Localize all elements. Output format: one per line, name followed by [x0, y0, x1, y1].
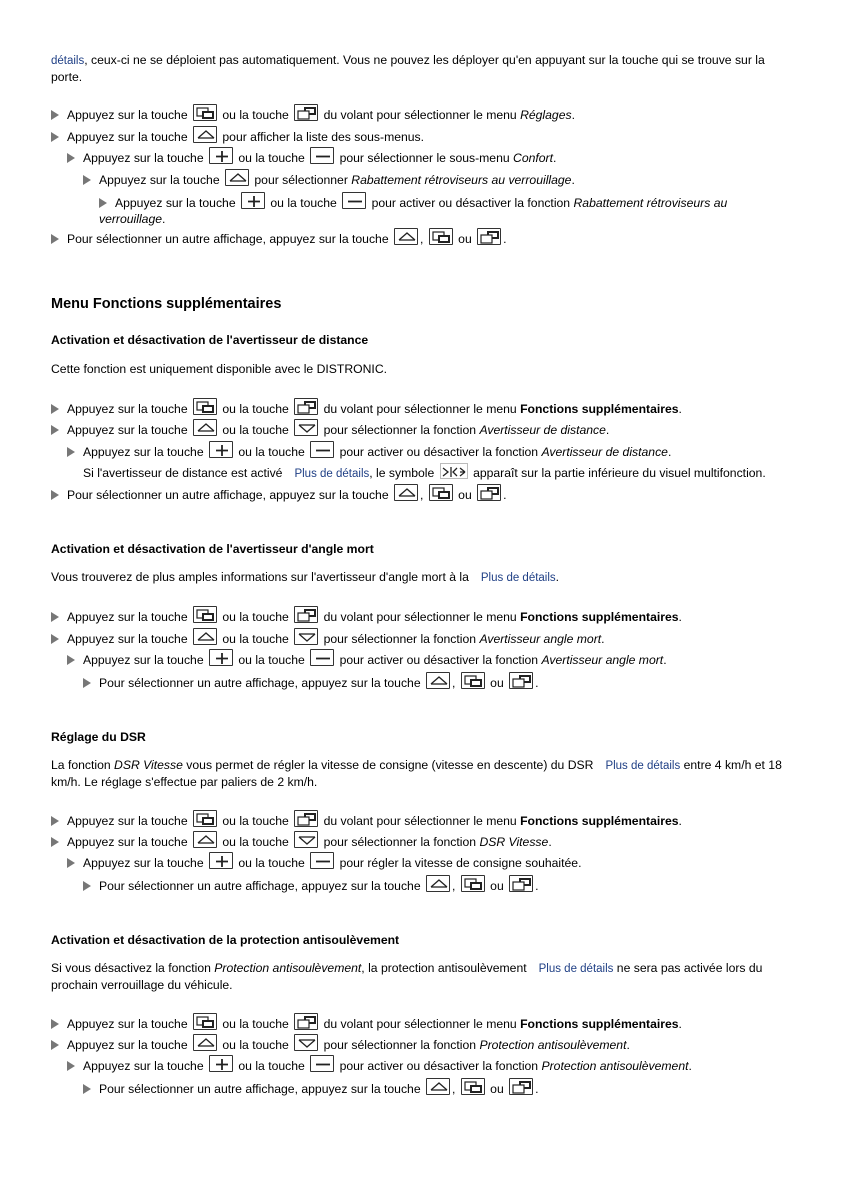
up-key-icon: [193, 126, 217, 143]
page-up-key-icon: [294, 398, 318, 415]
bullet-arrow-icon: [51, 1040, 59, 1050]
page-up-key-icon: [294, 1013, 318, 1030]
page-down-key-icon: [429, 484, 453, 501]
plus-key-icon: [241, 192, 265, 209]
step-select-dsr: Appuyez sur la touche ou la touche pour sélectionner la fonction DSR Vitesse.: [51, 831, 552, 853]
up-key-icon: [426, 672, 450, 689]
step-set-dsr: Appuyez sur la touche ou la touche pour régler la vitesse de consigne souhaitée.: [67, 852, 581, 874]
plus-key-icon: [209, 1055, 233, 1072]
page-down-key-icon: [193, 1013, 217, 1030]
step-toggle-distance: Appuyez sur la touche ou la touche pour activer ou désactiver la fonction Avertisseur de distance.: [67, 441, 671, 463]
step-rabattement-toggle: Appuyez sur la touche ou la touche pour activer ou désactiver la fonction Rabattement rétroviseurs au verrouillage.: [99, 192, 789, 227]
step-select-reglages: Appuyez sur la touche ou la touche du volant pour sélectionner le menu Réglages.: [51, 104, 575, 126]
step-sous-menus: Appuyez sur la touche pour afficher la liste des sous-menus.: [51, 126, 424, 148]
page-down-key-icon: [461, 1078, 485, 1095]
distance-warning-symbol-icon: [440, 463, 468, 479]
angle-paragraph: Vous trouverez de plus amples informations sur l'avertisseur d'angle mort à la Plus de détails.: [51, 570, 560, 584]
page-up-key-icon: [477, 228, 501, 245]
step-select-fonctions: Appuyez sur la touche ou la touche du volant pour sélectionner le menu Fonctions supplémentaires.: [51, 810, 682, 832]
step-rabattement: Appuyez sur la touche pour sélectionner Rabattement rétroviseurs au verrouillage.: [83, 169, 575, 191]
bullet-arrow-icon: [51, 1019, 59, 1029]
step-select-angle: Appuyez sur la touche ou la touche pour sélectionner la fonction Avertisseur angle mort.: [51, 628, 605, 650]
bullet-arrow-icon: [67, 1061, 75, 1071]
page-down-key-icon: [193, 104, 217, 121]
details-link[interactable]: détails: [51, 55, 85, 67]
page-up-key-icon: [509, 672, 533, 689]
page-down-key-icon: [193, 810, 217, 827]
antisoul-paragraph: Si vous désactivez la fonction Protection antisoulèvement, la protection antisoulèvement Plus de détails ne sera pas activée lors du prochain verrouillage du véhicule.: [51, 961, 763, 992]
up-key-icon: [394, 228, 418, 245]
step-select-fonctions: Appuyez sur la touche ou la touche du volant pour sélectionner le menu Fonctions supplémentaires.: [51, 398, 682, 420]
bullet-arrow-icon: [51, 490, 59, 500]
step-select-distance: Appuyez sur la touche ou la touche pour sélectionner la fonction Avertisseur de distance.: [51, 419, 609, 441]
bullet-arrow-icon: [67, 655, 75, 665]
bullet-arrow-icon: [51, 425, 59, 435]
minus-key-icon: [310, 649, 334, 666]
step-select-fonctions: Appuyez sur la touche ou la touche du volant pour sélectionner le menu Fonctions supplémentaires.: [51, 1013, 682, 1035]
minus-key-icon: [310, 852, 334, 869]
plus-key-icon: [209, 147, 233, 164]
bullet-arrow-icon: [51, 234, 59, 244]
bullet-arrow-icon: [51, 837, 59, 847]
page-down-key-icon: [193, 606, 217, 623]
bullet-arrow-icon: [51, 634, 59, 644]
bullet-arrow-icon: [51, 612, 59, 622]
minus-key-icon: [310, 441, 334, 458]
step-other-display: Pour sélectionner un autre affichage, appuyez sur la touche , ou .: [51, 484, 507, 506]
step-other-display: Pour sélectionner un autre affichage, appuyez sur la touche , ou .: [83, 1078, 539, 1100]
dsr-paragraph: La fonction DSR Vitesse vous permet de régler la vitesse de consigne (vitesse en descente) du DSR Plus de détails entre 4 km/h et 18 km/h. Le réglage s'effectue par paliers de 2 km/h.: [51, 758, 782, 789]
plus-key-icon: [209, 441, 233, 458]
page-up-key-icon: [509, 875, 533, 892]
down-key-icon: [294, 628, 318, 645]
distance-paragraph: Cette fonction est uniquement disponible avec le DISTRONIC.: [51, 362, 388, 376]
bullet-arrow-icon: [83, 678, 91, 688]
page-up-key-icon: [294, 606, 318, 623]
section-title: Menu Fonctions supplémentaires: [51, 296, 282, 312]
minus-key-icon: [342, 192, 366, 209]
bullet-arrow-icon: [67, 858, 75, 868]
step-other-display: Pour sélectionner un autre affichage, appuyez sur la touche , ou .: [83, 875, 539, 897]
distance-heading: Activation et désactivation de l'avertisseur de distance: [51, 333, 369, 347]
step-confort: Appuyez sur la touche ou la touche pour sélectionner le sous-menu Confort.: [67, 147, 556, 169]
page-up-key-icon: [477, 484, 501, 501]
page-up-key-icon: [294, 104, 318, 121]
antisoul-heading: Activation et désactivation de la protection antisoulèvement: [51, 933, 400, 947]
plus-key-icon: [209, 852, 233, 869]
step-other-display: Pour sélectionner un autre affichage, appuyez sur la touche , ou .: [83, 672, 539, 694]
up-key-icon: [394, 484, 418, 501]
bullet-arrow-icon: [99, 198, 107, 208]
distance-note: Si l'avertisseur de distance est activé Plus de détails, le symbole apparaît sur la partie inférieure du visuel multifonction.: [83, 463, 766, 483]
step-select-fonctions: Appuyez sur la touche ou la touche du volant pour sélectionner le menu Fonctions supplémentaires.: [51, 606, 682, 628]
down-key-icon: [294, 419, 318, 436]
step-toggle-angle: Appuyez sur la touche ou la touche pour activer ou désactiver la fonction Avertisseur angle mort.: [67, 649, 667, 671]
bullet-arrow-icon: [83, 881, 91, 891]
plus-key-icon: [209, 649, 233, 666]
up-key-icon: [193, 831, 217, 848]
up-key-icon: [193, 628, 217, 645]
up-key-icon: [225, 169, 249, 186]
bullet-arrow-icon: [67, 447, 75, 457]
down-key-icon: [294, 1034, 318, 1051]
angle-heading: Activation et désactivation de l'avertisseur d'angle mort: [51, 542, 374, 556]
up-key-icon: [426, 875, 450, 892]
intro-paragraph: détails, ceux-ci ne se déploient pas automatiquement. Vous ne pouvez les déployer qu'en appuyant sur la touche qui se trouve sur la porte.: [51, 53, 765, 84]
page-down-key-icon: [429, 228, 453, 245]
step-select-antisoul: Appuyez sur la touche ou la touche pour sélectionner la fonction Protection antisoulèvement.: [51, 1034, 630, 1056]
minus-key-icon: [310, 147, 334, 164]
step-other-display: Pour sélectionner un autre affichage, appuyez sur la touche , ou .: [51, 228, 507, 250]
minus-key-icon: [310, 1055, 334, 1072]
bullet-arrow-icon: [83, 1084, 91, 1094]
page-up-key-icon: [509, 1078, 533, 1095]
page-down-key-icon: [461, 672, 485, 689]
bullet-arrow-icon: [51, 110, 59, 120]
more-details-link[interactable]: Plus de détails: [294, 468, 370, 480]
page-up-key-icon: [294, 810, 318, 827]
down-key-icon: [294, 831, 318, 848]
bullet-arrow-icon: [67, 153, 75, 163]
bullet-arrow-icon: [51, 404, 59, 414]
more-details-link[interactable]: Plus de détails: [605, 760, 681, 772]
more-details-link[interactable]: Plus de détails: [538, 963, 614, 975]
up-key-icon: [193, 1034, 217, 1051]
step-toggle-antisoul: Appuyez sur la touche ou la touche pour activer ou désactiver la fonction Protection antisoulèvement.: [67, 1055, 692, 1077]
dsr-heading: Réglage du DSR: [51, 730, 146, 744]
up-key-icon: [426, 1078, 450, 1095]
more-details-link[interactable]: Plus de détails: [480, 572, 556, 584]
page-down-key-icon: [193, 398, 217, 415]
page-down-key-icon: [461, 875, 485, 892]
up-key-icon: [193, 419, 217, 436]
bullet-arrow-icon: [51, 816, 59, 826]
bullet-arrow-icon: [51, 132, 59, 142]
bullet-arrow-icon: [83, 175, 91, 185]
